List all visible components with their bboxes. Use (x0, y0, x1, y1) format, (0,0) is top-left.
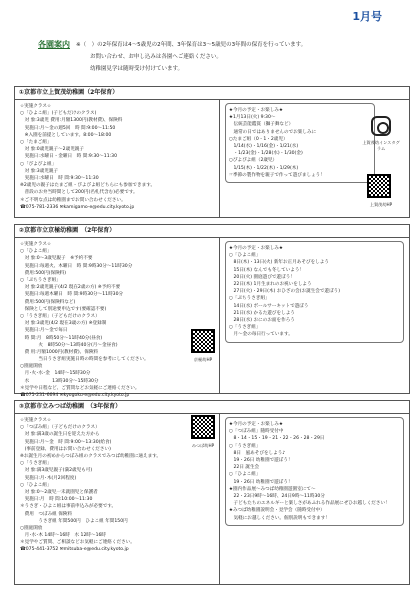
text-line: ○「ぷちうさぎ組」 (228, 296, 270, 302)
text-line: 費用:500円(保険料) (20, 270, 67, 276)
section-left (15, 414, 220, 585)
section-tag: 各園案内 (38, 40, 70, 49)
text-line: 月･火･水･金 14時～15時30分 (20, 371, 91, 377)
text-line: ☎075-231-6694 ✉kyogoku-e@edu.city.kyoto.jp (20, 393, 130, 399)
qr-caption: みつば幼HP (191, 443, 215, 448)
section-left (15, 238, 220, 399)
text-line: 実施日:水曜日・金曜日 時 間:9:30～11:30 (20, 154, 118, 160)
qr-code-icon[interactable] (367, 174, 391, 198)
text-line: ○「つぼみ組」（子どもだけのクラス） (20, 425, 100, 431)
text-line: ☆実施クラス☆ (20, 242, 52, 248)
text-line: ＊見学や日程など、ご質問などお気軽にご連絡ください。 (20, 385, 140, 391)
text-line: ・1/23(金)・1/28(水)・1/30(金) (228, 151, 303, 157)
text-line: 対 象:3歳児 費用:月額1300円(教材費)、保険料 (20, 118, 123, 124)
text-line: ○園庭開放 (20, 364, 43, 370)
text-line: 対 象:2歳児親子(4/2 現在2歳の方) ※予約不要 (20, 285, 121, 291)
text-line: 14日(水) ボールサーキットで遊ぼう (228, 303, 309, 309)
text-line: 実施日:毎週火、木曜日 時 間:9時30分～11時30分 (20, 263, 133, 269)
text-line: ○「うさぎ組」 (20, 461, 52, 467)
text-line: ☆実施クラス☆ (20, 418, 52, 424)
text-line: ○「ひよこ組」 (228, 472, 261, 478)
text-line: 8日(木)・13日(火) 新年お正月あそびをしよう (228, 260, 329, 266)
text-line: 1/14(水)・1/16(金)・1/21(水) (228, 144, 299, 150)
text-line: 水 13時30分～15時30分 (20, 378, 99, 384)
text-line: ☎075-781-2336 ✉kamigamo-e@edu.city.kyoto.jp (20, 204, 135, 210)
text-line: 19・26日 幼稚園で遊ぼう！ (228, 479, 293, 485)
text-line: 月･水･木 14時～16時 水 12時～16時 (20, 533, 107, 539)
text-line: ○「ぷちうさぎ組」 (20, 278, 61, 284)
section-right (220, 238, 409, 394)
section-right (220, 100, 409, 218)
text-line: ☎075-441-3752 ✉mitsuba-e@edu.city.kyoto.jp (20, 547, 129, 553)
text-line: 1/15(木)・1/22(木)・1/29(木) (228, 165, 299, 171)
text-line: 実施日:月･木(月2回程度) (20, 475, 77, 481)
month-label: 1月号 (352, 10, 382, 23)
text-line: 19・26日 幼稚園で遊ぼう！ (228, 458, 293, 464)
text-line: 実施日:毎週木曜日 時 間:9時30分～11時30分 (20, 292, 124, 298)
text-line: 実施日:水曜日 時 間:9:30～11:30 (20, 175, 99, 181)
text-line: (事前登録、費用はお問い合わせください) (20, 446, 111, 452)
text-line: 費用:500円(保険料など) (20, 299, 76, 305)
text-line: 21日(水) かるた遊びをしよう (228, 310, 295, 316)
text-line: ※入園を前提としています。8:00～18:00 (20, 132, 112, 138)
text-line: ★みつば幼稚園説明会・見学会（随時受付中） (228, 508, 325, 514)
section-kamigamo (14, 86, 410, 218)
text-line: 対 象:3歳児親子 (20, 168, 59, 174)
text-line: ○「たまご組」 (20, 140, 52, 146)
text-line: 時 間:月 8時50分～11時40分(昼食) (20, 335, 103, 341)
text-line: ＊うさぎ・ひよこ組は事前申込みが必要です。 (20, 504, 117, 510)
text-line: 当日うさぎ組実施日時の時間を参考にしてください。 (20, 357, 149, 363)
text-line: ※2歳児の親子はたまご組・ぴよぴよ組どちらにも参加できます。 (20, 183, 156, 189)
text-line: 対 象:3歳児(4/2 現在3歳の方) ※登録制 (20, 321, 107, 327)
text-line: ○「ひよこ組」 (20, 482, 52, 488)
text-line: 伝統芸能鑑賞（獅子舞など） (228, 122, 294, 128)
text-line: ○「つぼみ組」随時受付中 (228, 429, 284, 435)
text-line: ○「うさぎ組」（子どもだけのクラス） (20, 313, 100, 319)
text-line: 費 用:月額1000円(教材費)、保険料 (20, 349, 99, 355)
text-line: ★今月の予定・お楽しみ★ (228, 422, 284, 428)
text-line: 対 象:満3歳児親子(満2歳児も可) (20, 468, 93, 474)
text-line: 15日(木) なんでも冬していよう！ (228, 267, 305, 273)
text-line: 20日(火) 園庭遊びで遊ぼう！ (228, 274, 295, 280)
text-line: ☆実施クラス☆ (20, 104, 52, 110)
text-line: 気軽にお越しください。個別説明もできます！ (228, 515, 330, 521)
qr-caption: 上賀茂幼インスタグラム (362, 140, 400, 151)
text-line: ★今月の予定・お楽しみ★ (228, 108, 284, 114)
text-line: ＊ご不明な点は幼稚園までお問い合わせください。 (20, 197, 126, 203)
qr-caption: 京極幼HP (193, 357, 213, 362)
text-line: 普段のお弁当時間として200円(名札代含む)必要です。 (20, 190, 138, 196)
text-line: ★1月13日(火) 9:30～ (228, 115, 276, 121)
section-left (15, 100, 220, 218)
text-line: 子どもたちのエネルギーと楽しさがあふれる作品展にぜひお越しください！ (228, 501, 390, 507)
text-line: ○「うさぎ組」 (228, 325, 261, 331)
text-line: ＊見学やご質問、ご相談などお気軽にご連絡ください。 (20, 540, 135, 546)
text-line: ○ぴよぴよ組（2歳児） (228, 158, 278, 164)
header-info (38, 40, 398, 74)
text-line: ○「ひよこ組」 (20, 249, 52, 255)
qr-caption: 上賀茂幼HP (369, 202, 393, 208)
text-line: 保険として別途要申込です(要確認不要) (20, 306, 107, 312)
section-mitsuba (14, 400, 410, 585)
text-line: 実施日:月～金 時 間:9:00～13:30(給食) (20, 439, 112, 445)
text-line: ○「うさぎ組」 (228, 443, 261, 449)
text-line: ※お誕生月の初めからつぼみ組のクラスでみつば幼稚園に通えます。 (20, 454, 162, 460)
text-line: 対 象:0～2歳児一未就園児と保護者 (20, 489, 98, 495)
text-line: 22日 誕生会 (228, 465, 260, 471)
text-line: 対 象:0歳児親子～2歳児親子 (20, 147, 84, 153)
section-right (220, 414, 409, 585)
text-line: ○「ひよこ組」 (228, 253, 261, 259)
text-line: うさぎ組 年間500円 ひよこ組 年間150円 (20, 518, 128, 524)
text-line: ○園庭開放 (20, 525, 43, 531)
text-line: ★今月の予定・お楽しみ★ (228, 246, 284, 252)
text-line: 22日(木) 1月生まれのお祝いをしよう (228, 282, 312, 288)
text-line: 27日(火)・29日(木) おひざの会(お誕生会で遊ぼう) (228, 289, 341, 295)
text-line: 月～金の毎日行っています。 (228, 332, 293, 338)
text-line: ○「ぴよぴよ組」 (20, 161, 57, 167)
text-line: 実施日:月～金の週5回 時 間:9:00～11:50 (20, 125, 116, 131)
text-line: ★園内作品展～みつば幼稚園遊園室にて～ (228, 486, 316, 492)
text-line: ○たまご組（0・1・2歳児） (228, 136, 288, 142)
text-line: 実施日:月～金で毎日 (20, 328, 68, 334)
text-line: 8日 風あそびをしよう♪ (228, 450, 286, 456)
text-line: 通常の日ではありませんのでお楽しみに (228, 129, 317, 135)
header-note: ※（ ）の2年保育は4～5歳児の2年間、3年保育は3～5歳児の3年間の保育を行っています。 (76, 41, 307, 48)
header-visit: 幼稚園見学は随時受け付けています。 (90, 66, 184, 73)
section-kyogoku (14, 224, 410, 399)
instagram-icon[interactable] (371, 116, 391, 136)
section-title: ②京都市立京極幼稚園 （2年保育） (15, 225, 409, 238)
qr-code-icon[interactable] (191, 329, 215, 353)
text-line: 費用 つぼみ組 保険料 (20, 511, 72, 517)
text-line: 22・23日9時～16時、24日9時～11時30分 (228, 493, 325, 499)
section-title: ①京都市立上賀茂幼稚園（2年保育） (15, 87, 409, 100)
text-line: 8・14・15・19・21・22・26・28・29日 (228, 436, 325, 442)
text-line: 対 象:満3歳の誕生日を迎えた方から (20, 432, 100, 438)
text-line: 28日(水) おにのお面を作ろう (228, 317, 295, 323)
text-line: ☞季節の製作物を親子で作って遊びましょう！ (228, 172, 325, 178)
text-line: 火 8時50分～13時40分(月～金昼食) (20, 342, 118, 348)
text-line: 実施日:月 時 間:10:00～11:30 (20, 497, 93, 503)
header-contact: お問い合わせ、お申し込みは各園へご連絡ください。 (90, 53, 222, 60)
section-title: ③京都市立みつば幼稚園 （3年保育） (15, 401, 409, 414)
text-line: ○「ひよこ組」(子どもだけのクラス) (20, 111, 97, 117)
qr-code-icon[interactable] (191, 415, 215, 439)
text-line: 対 象:0～3歳児親子 ※予約不要 (20, 256, 93, 262)
